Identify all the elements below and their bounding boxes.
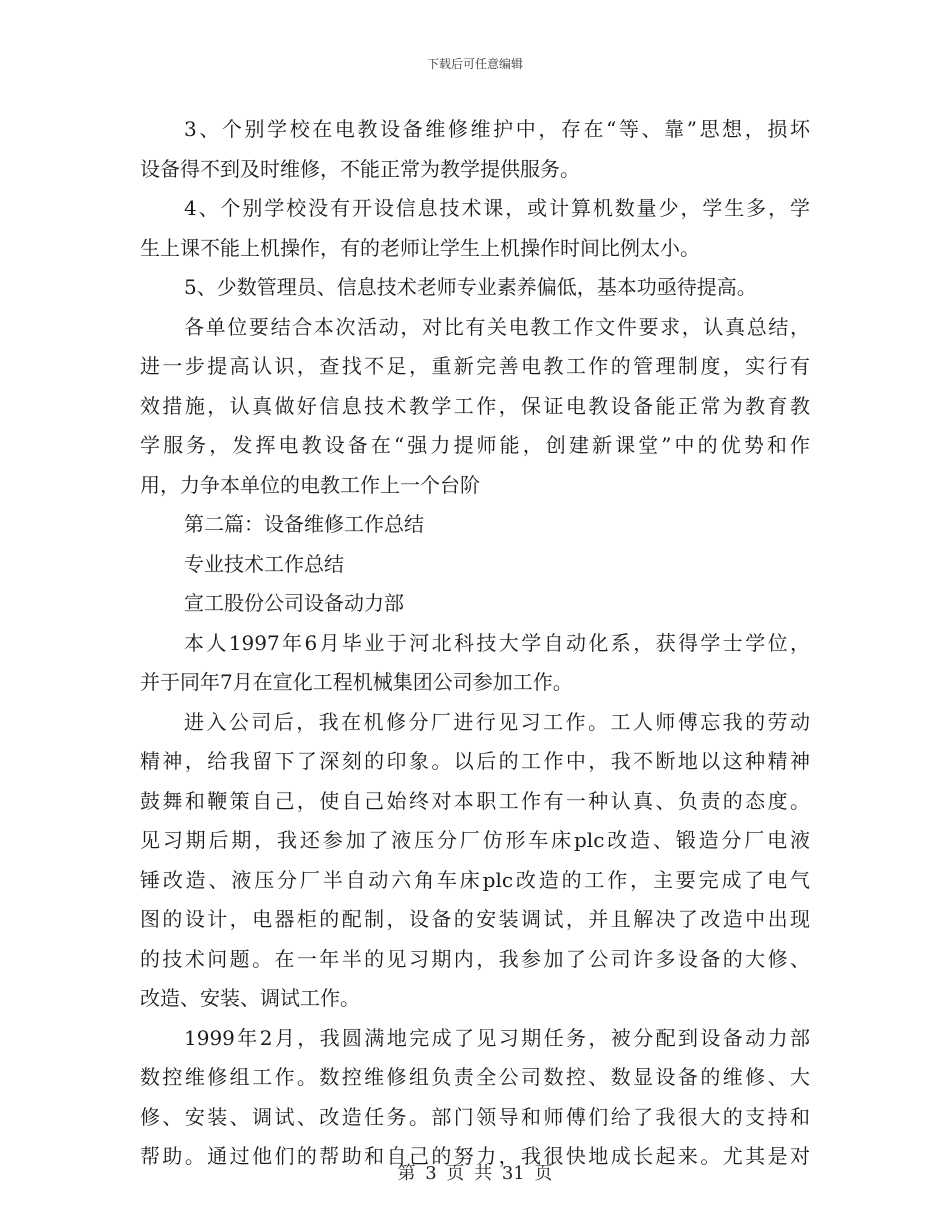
text-line: 各单位要结合本次活动，对比有关电教工作文件要求，认真总结， <box>184 314 810 339</box>
text-line: 学服务，发挥电教设备在“强力提师能，创建新课堂”中的优势和作 <box>140 433 810 457</box>
text-line: 锤改造、液压分厂半自动六角车床plc改造的工作，主要完成了电气 <box>140 867 810 892</box>
page-header: 下载后可任意编辑 <box>426 57 523 71</box>
text-line: 1999年2月，我圆满地完成了见习期任务，被分配到设备动力部 <box>184 1025 810 1050</box>
text-line: 5、少数管理员、信息技术老师专业素养偏低，基本功亟待提高。 <box>184 275 757 299</box>
page-footer: 第 3 页 共 31 页 <box>397 1163 553 1184</box>
text-line: 精神，给我留下了深刻的印象。以后的工作中，我不断地以这种精神 <box>140 749 810 773</box>
text-line: 鼓舞和鞭策自己，使自己始终对本职工作有一种认真、负责的态度。 <box>140 788 810 813</box>
text-line: 进入公司后，我在机修分厂进行见习工作。工人师傅忘我的劳动 <box>184 709 810 734</box>
text-line: 见习期后期，我还参加了液压分厂仿形车床plc改造、锻造分厂电液 <box>140 828 810 852</box>
text-line: 生上课不能上机操作，有的老师让学生上机操作时间比例太小。 <box>140 235 700 260</box>
document-body <box>140 110 810 1177</box>
text-line: 设备得不到及时维修，不能正常为教学提供服务。 <box>140 156 580 181</box>
text-line: 宣工股份公司设备动力部 <box>184 591 404 615</box>
text-line: 修、安装、调试、改造任务。部门领导和师傅们给了我很大的支持和 <box>140 1104 810 1129</box>
text-line: 帮助。通过他们的帮助和自己的努力，我很快地成长起来。尤其是对 <box>140 1144 810 1168</box>
text-line: 效措施，认真做好信息技术教学工作，保证电教设备能正常为教育教 <box>140 393 810 418</box>
text-line: 本人1997年6月毕业于河北科技大学自动化系，获得学士学位， <box>184 630 810 655</box>
text-line: 并于同年7月在宣化工程机械集团公司参加工作。 <box>140 670 573 694</box>
text-line: 4、个别学校没有开设信息技术课，或计算机数量少，学生多，学 <box>184 196 810 220</box>
text-line: 3、个别学校在电教设备维修维护中，存在“等、靠”思想，损坏 <box>184 117 810 141</box>
text-line: 数控维修组工作。数控维修组负责全公司数控、数显设备的维修、大 <box>140 1065 810 1089</box>
text-line: 进一步提高认识，查找不足，重新完善电教工作的管理制度，实行有 <box>140 354 810 378</box>
text-line: 第二篇：设备维修工作总结 <box>184 512 424 536</box>
text-line: 的技术问题。在一年半的见习期内，我参加了公司许多设备的大修、 <box>140 946 810 971</box>
text-line: 用，力争本单位的电教工作上一个台阶 <box>140 472 480 497</box>
text-line: 图的设计，电器柜的配制，设备的安装调试，并且解决了改造中出现 <box>140 907 810 931</box>
text-line: 改造、安装、调试工作。 <box>140 986 360 1010</box>
text-line: 专业技术工作总结 <box>184 551 344 576</box>
